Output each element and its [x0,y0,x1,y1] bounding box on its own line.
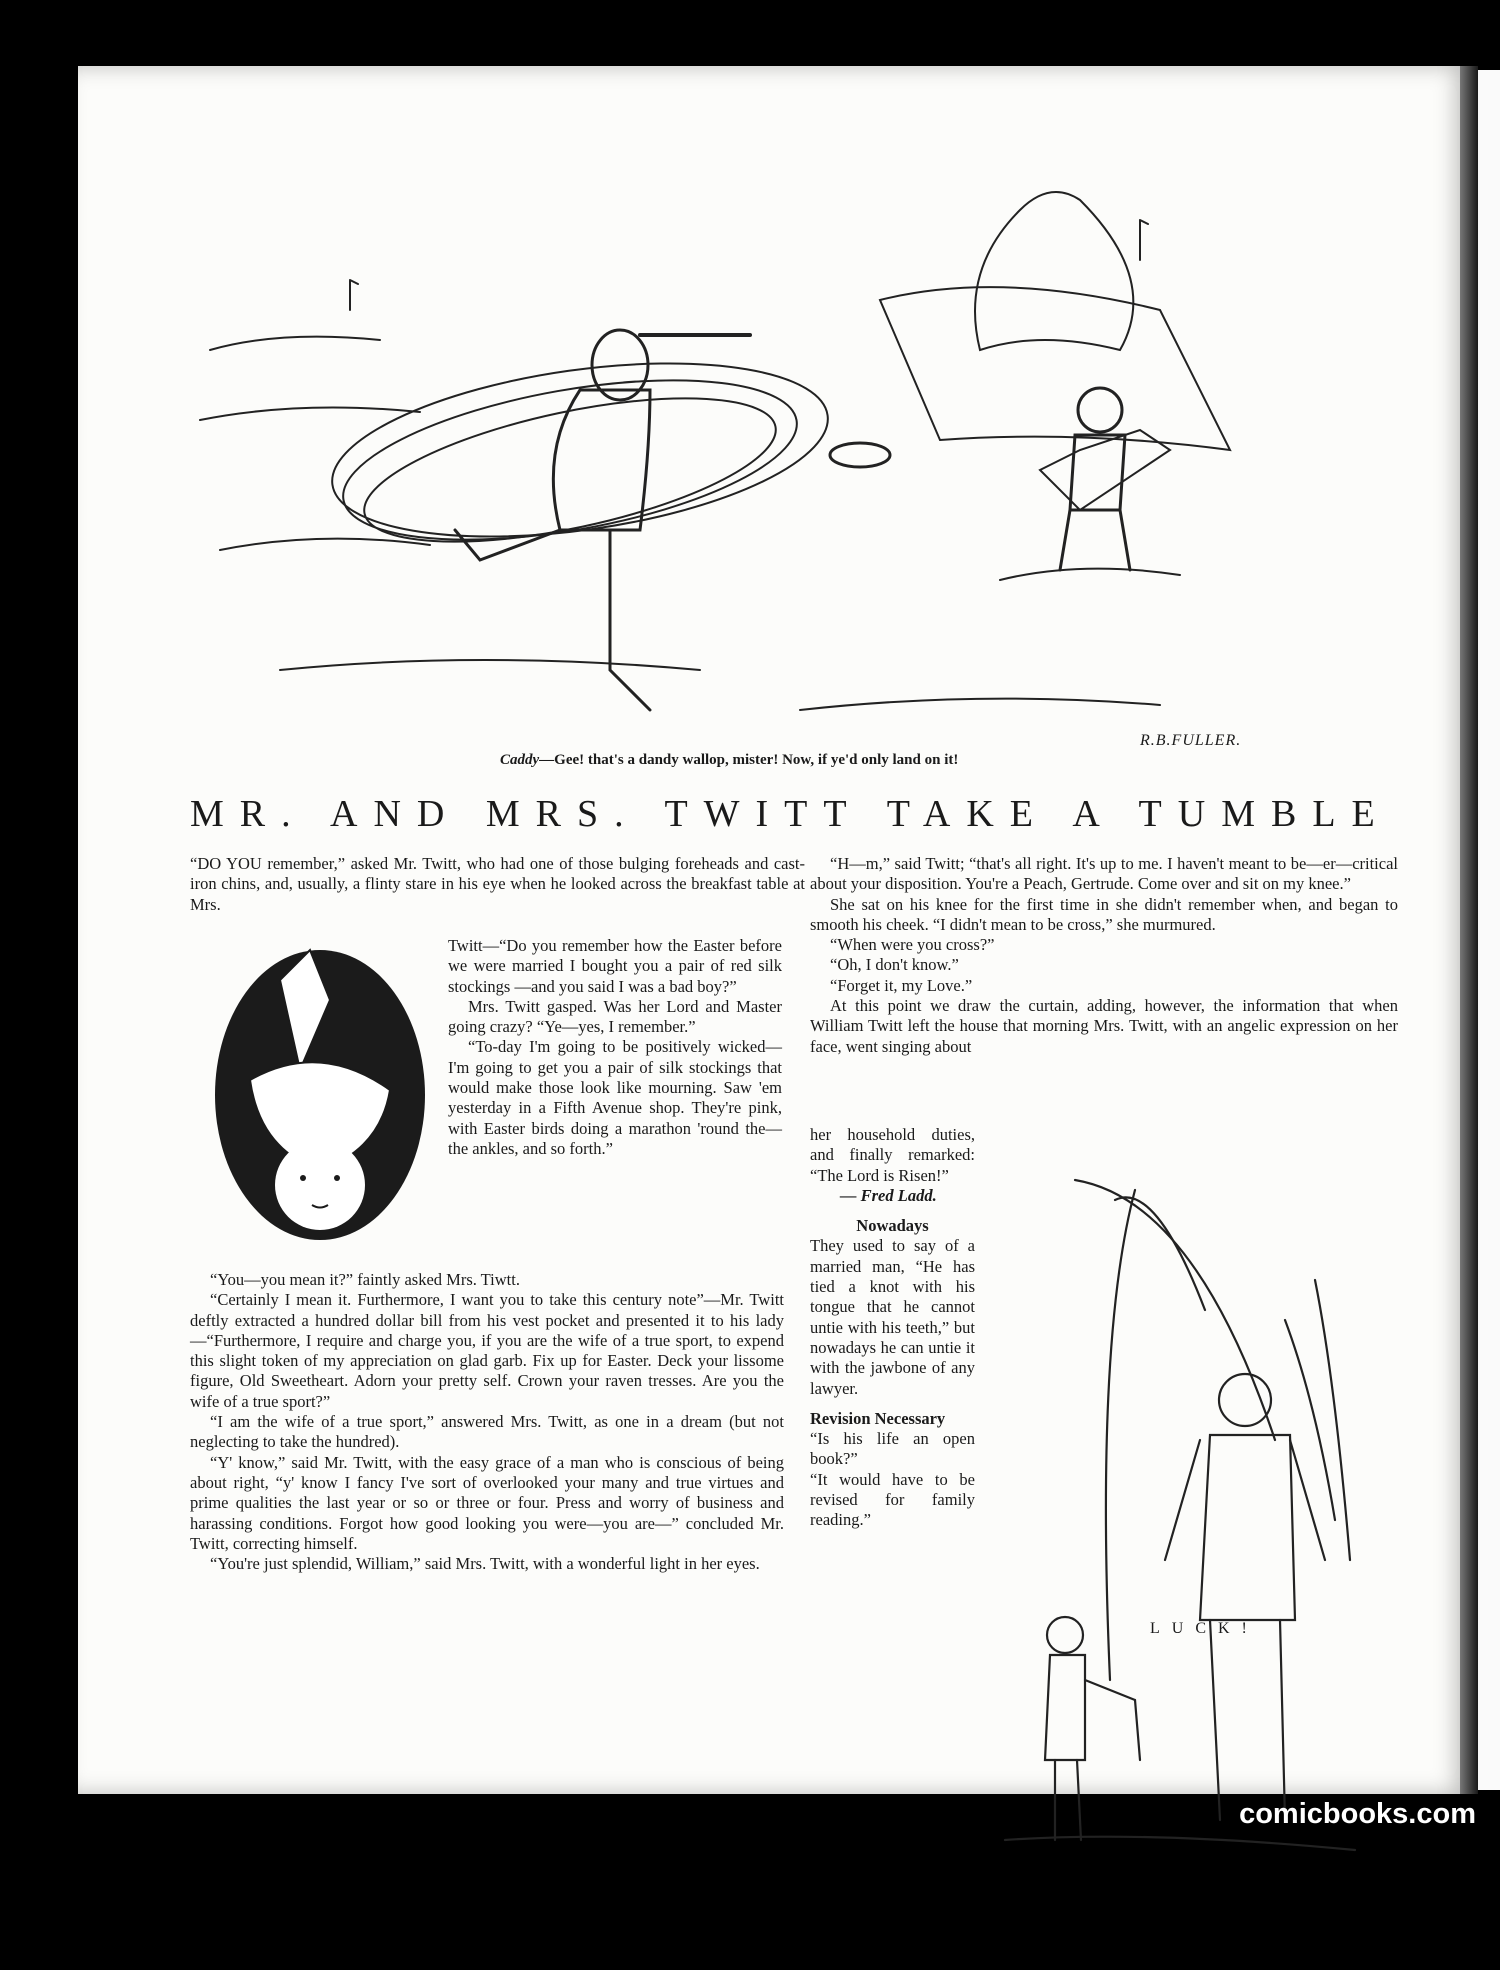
paragraph: At this point we draw the curtain, adding, however, the information that when William Twitt left the house that morning Mrs. Twitt, with an angelic expression on her face, went singing about [810,996,1398,1056]
narrow-column [810,1125,975,1531]
fishing-caption: LUCK! [1150,1620,1259,1637]
easter-egg-girl-illustration [200,920,440,1250]
paragraph: Mrs. Twitt gasped. Was her Lord and Master going crazy? “Ye—yes, I remember.” [448,996,782,1037]
paragraph: “DO YOU remember,” asked Mr. Twitt, who had one of those bulging foreheads and cast-iron chins, and, usually, a flinty stare in his eye when he looked across the breakfast table at Mrs. [190,854,805,914]
paragraph: “When were you cross?” [830,935,995,955]
paragraph: “Forget it, my Love.” [830,975,973,995]
caption-text: —Gee! that's a dandy wallop, mister! Now, if ye'd only land on it! [539,752,959,768]
paragraph: “You—you mean it?” faintly asked Mrs. Tiwtt. [210,1270,520,1289]
article-column-left-lower [190,1270,784,1574]
article-column-left-wrap [448,936,782,1159]
paragraph: “Oh, I don't know.” [830,955,959,975]
sidebar-body-nowadays: They used to say of a married man, “He has tied a knot with his tongue that he cannot untie with his teeth,” but nowadays he can untie it with the jawbone of any lawyer. [810,1236,975,1398]
byline: — Fred Ladd. [840,1185,937,1205]
sidebar-heading-nowadays: Nowadays [856,1216,929,1236]
sidebar-body-revision-a: “It would have to be revised for family reading.” [810,1469,975,1530]
article-column-left [190,854,805,915]
caption-speaker: Caddy [500,752,540,768]
article-column-right [810,854,1398,1057]
facing-page-edge [1478,70,1500,1790]
paragraph: She sat on his knee for the first time in she didn't remember when, and began to smooth his cheek. “I didn't mean to be cross,” she murmured. [810,894,1398,934]
sidebar-heading-revision: Revision Necessary [810,1408,946,1428]
watermark-text: comicbooks.com [1239,1798,1476,1830]
golf-cartoon-illustration [180,150,1340,750]
paragraph: her household duties, and finally remarked: “The Lord is Risen!” [810,1125,975,1185]
fishing-illustration [995,1140,1370,1970]
sidebar-body-revision-q: “Is his life an open book?” [810,1429,975,1469]
paragraph: “I am the wife of a true sport,” answered Mrs. Twitt, as one in a dream (but not neglecting to take the hundred). [190,1412,784,1452]
paragraph: “You're just splendid, William,” said Mrs. Twitt, with a wonderful light in her eyes. [210,1554,760,1574]
paragraph: “To-day I'm going to be positively wicked—I'm going to get you a pair of silk stockings that would make those look like mourning. Saw 'em yesterday in a Fifth Avenue shop. They're pink, with Easter birds doing a marathon 'round the—the ankles, and so forth.” [448,1037,782,1158]
paragraph: “H—m,” said Twitt; “that's all right. It's up to me. I haven't meant to be—er—critical about your disposition. You're a Peach, Gertrude. Come over and sit on my knee.” [810,854,1398,894]
paragraph: “Y' know,” said Mr. Twitt, with the easy grace of a man who is conscious of being about right, “y' know I fancy I've sort of overlooked your many and true virtues and prime qualities the last year or so or three or four. Press and worry of business and harassing conditions. Forgot how good looking you were—you are—” concluded Mr. Twitt, correcting himself. [190,1452,784,1553]
artist-signature: R.B.FULLER. [1140,732,1242,749]
cartoon-caption [500,752,1140,769]
paragraph: Twitt—“Do you remember how the Easter before we were married I bought you a pair of red silk stockings —and you said I was a bad boy?” [448,936,782,996]
book-spine [1460,66,1478,1794]
article-title: MR. AND MRS. TWITT TAKE A TUMBLE [190,793,1391,835]
paragraph: “Certainly I mean it. Furthermore, I want you to take this century note”—Mr. Twitt deftly extracted a hundred dollar bill from his vest pocket and presented it to his lady—“Furthermore, I require and charge you, if you are the wife of a true sport, to expend this slight token of my appreciation on glad garb. Fix up for Easter. Deck your lissome figure, Old Sweetheart. Adorn your pretty self. Crown your raven tresses. Are you the wife of a true sport?” [190,1290,784,1411]
